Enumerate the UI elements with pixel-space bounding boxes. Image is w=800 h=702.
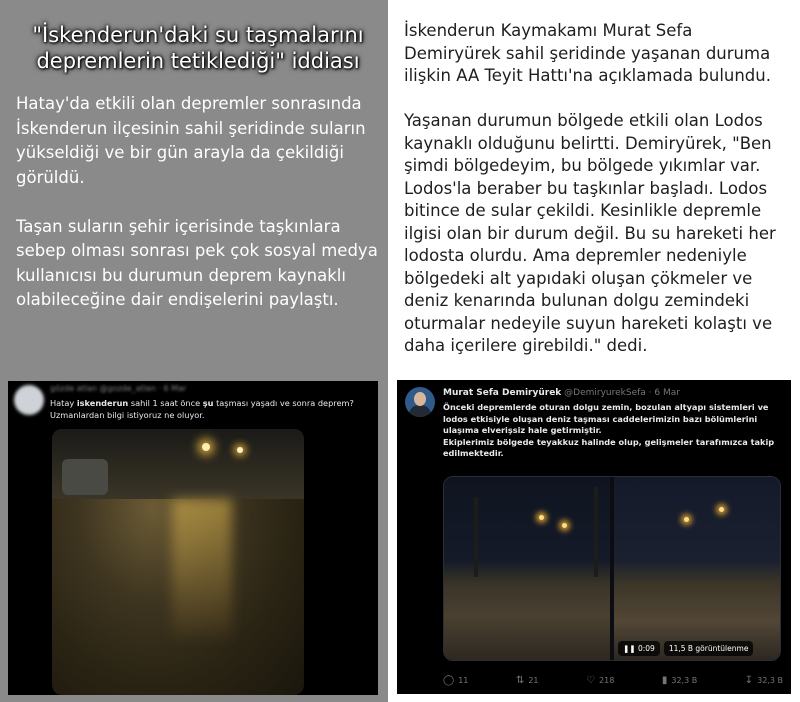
tweet-header: [443, 388, 783, 398]
video-controls: [618, 641, 753, 656]
tweet-meta-blurred: gözde atlan @gozde_atlan · 6 Mar: [50, 384, 187, 393]
video-views: 11,5 B görüntülenme: [664, 641, 754, 656]
like-count: 218: [599, 675, 615, 685]
tweet-author-name[interactable]: Murat Sefa Demiryürek: [443, 388, 562, 398]
street-light: [719, 507, 724, 512]
retweet-count: 21: [528, 675, 539, 685]
retweet-button[interactable]: [516, 675, 539, 686]
video-time: 0:09: [637, 644, 655, 653]
tweet-text: [50, 398, 370, 421]
retweet-icon: ⇅: [515, 674, 525, 686]
tweet-text-line: Önceki depremlerde oturan dolgu zemin, bozulan altyapı sistemleri ve lodos etkisiyle oluşan deniz taşması caddelerimizin bazı bölümlerini ulaşıma elverişsiz hale getirmiştir.: [443, 402, 769, 435]
tweet-text-bold: şu: [202, 398, 214, 408]
video-car: [62, 459, 108, 495]
tweet-text-line: Ekiplerimiz bölgede teyakkuz halinde olup, gelişmeler tarafımızca takip edilmektedir.: [443, 436, 775, 458]
views-button[interactable]: [662, 675, 697, 686]
tweet-text-part: Hatay: [50, 398, 77, 408]
claim-body: [16, 92, 378, 337]
video-frame-1: [444, 477, 610, 661]
left-panel: [0, 0, 388, 702]
factcheck-body: [404, 20, 794, 380]
street-light: [562, 523, 567, 528]
palm-tree: [474, 497, 478, 577]
tweet-screenshot-left: [8, 381, 378, 695]
tweet-actions: [443, 673, 783, 687]
reply-icon: ◯: [443, 674, 455, 686]
share-count: 32,3 B: [757, 675, 783, 685]
factcheck-paragraph-2: Yaşanan durumun bölgede etkili olan Lodos kaynaklı olduğunu belirtti. Demiryürek, "Ben şimdi bölgedeyim, bu bölgede yıkımlar var. Lodos'la beraber bu taşkınlar başladı. Lodos bitince de sular çekildi. Kesinlikle depremle ilgisi olan bir durum değil. Bu su hareketi her lodosta olurdu. Ama depremler nedeniyle bölgedeki alt yapıdaki oluşan çökmeler ve deniz kenarında bulunan dolgu zemindeki oturmalar nedeyile suyun hareketi kolaştı ve daha içerilere girebildi." dedi.: [404, 111, 776, 355]
avatar: [14, 385, 44, 415]
factcheck-paragraph-1: İskenderun Kaymakamı Murat Sefa Demiryürek sahil şeridinde yaşanan duruma ilişkin AA Teyit Hattı'na açıklamada bulundu.: [404, 21, 771, 85]
share-icon: ↧: [744, 674, 754, 686]
views-count: 32,3 B: [671, 675, 698, 685]
reply-button[interactable]: [443, 675, 468, 686]
video-frame-2: [614, 477, 781, 661]
share-button[interactable]: [745, 675, 783, 686]
palm-tree: [594, 487, 598, 577]
tweet-video[interactable]: [443, 476, 781, 661]
avatar[interactable]: [405, 387, 435, 417]
tweet-text-line: Uzmanlardan bilgi istiyoruz ne oluyor.: [50, 409, 205, 420]
street-light: [684, 517, 689, 522]
play-pause-icon[interactable]: ❚❚: [623, 644, 636, 653]
video-time-pill[interactable]: [618, 641, 660, 656]
claim-paragraph-1: Hatay'da etkili olan depremler sonrasında İskenderun ilçesinin sahil şeridinde suların yükseldiği ve bir gün arayla da çekildiği görüldü.: [16, 94, 366, 187]
street-light: [237, 447, 243, 453]
street-light: [202, 443, 210, 451]
views-icon: ▮: [661, 674, 668, 686]
reply-count: 11: [458, 675, 469, 685]
tweet-text-part: sahil 1 saat önce: [128, 398, 203, 408]
street-light: [539, 515, 544, 520]
tweet-video[interactable]: [52, 429, 304, 695]
like-button[interactable]: [586, 675, 614, 686]
tweet-text-bold: iskenderun: [76, 398, 129, 408]
claim-title: "İskenderun'daki su taşmalarını depremlerin tetiklediği" iddiası: [32, 23, 364, 73]
tweet-author-handle: @DemiryurekSefa · 6 Mar: [564, 388, 680, 398]
tweet-text: [443, 402, 779, 460]
tweet-text-part: taşması yaşadı ve sonra deprem?: [213, 398, 354, 408]
claim-paragraph-2: Taşan suların şehir içerisinde taşkınlara sebep olması sonrası pek çok sosyal medya kullanıcısı bu durumun deprem kaynaklı olabileceğine dair endişelerini paylaştı.: [16, 216, 378, 309]
tweet-screenshot-right: [397, 380, 791, 694]
like-icon: ♡: [586, 674, 596, 686]
water-reflection: [172, 499, 232, 639]
